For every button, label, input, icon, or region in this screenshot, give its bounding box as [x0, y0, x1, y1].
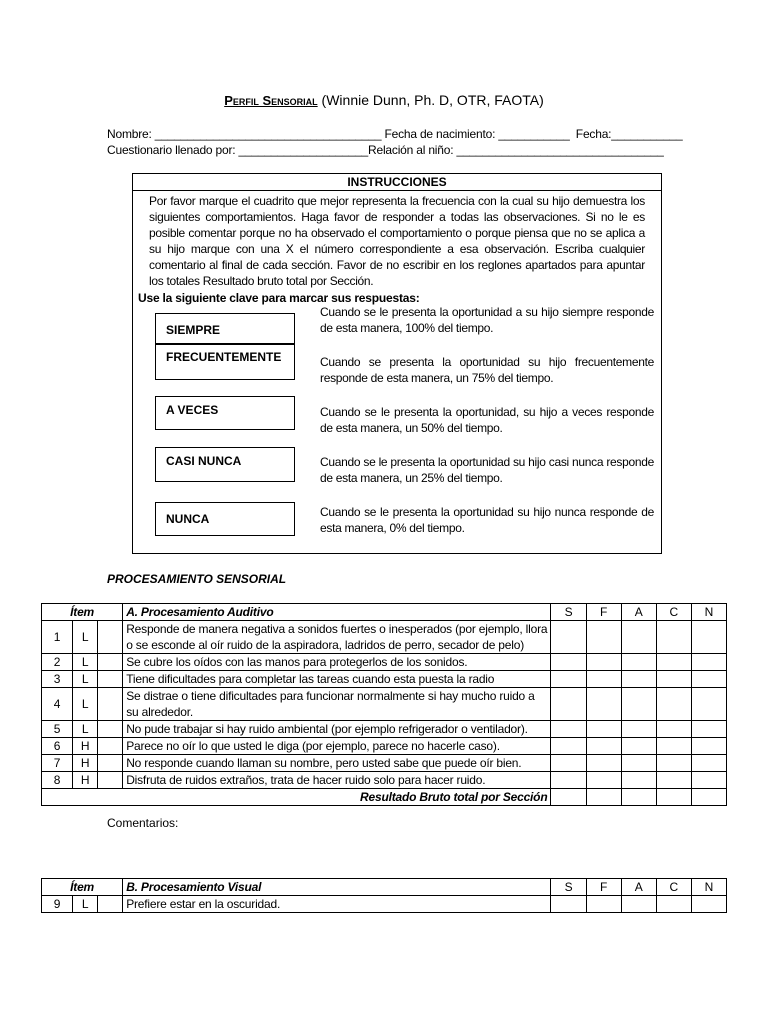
answer-cell-a[interactable]: [621, 654, 656, 671]
answer-cell-s[interactable]: [551, 721, 586, 738]
item-mark-cell[interactable]: [98, 688, 123, 721]
answer-cell-a[interactable]: [621, 688, 656, 721]
answer-header-n: N: [691, 604, 726, 621]
item-type: L: [73, 654, 98, 671]
answer-cell-a[interactable]: [621, 896, 656, 913]
answer-cell-s[interactable]: [551, 621, 586, 654]
answer-cell-c[interactable]: [656, 621, 691, 654]
item-mark-cell[interactable]: [98, 654, 123, 671]
answer-cell-f[interactable]: [586, 755, 621, 772]
instructions-box: [132, 173, 662, 554]
table-row: [42, 738, 727, 755]
answer-cell-c[interactable]: [656, 688, 691, 721]
total-row: [42, 789, 727, 806]
item-number: 9: [42, 896, 73, 913]
answer-header-c: C: [656, 879, 691, 896]
instructions-heading: INSTRUCCIONES: [133, 174, 661, 191]
answer-cell-c[interactable]: [656, 671, 691, 688]
comments-label: Comentarios:: [107, 816, 179, 830]
key-siempre-desc: Cuando se le presenta la oportunidad a su hijo siempre responde de esta manera, 100% del tiempo.: [320, 305, 654, 335]
answer-header-s: S: [551, 879, 586, 896]
table-row: [42, 755, 727, 772]
table-row: [42, 772, 727, 789]
item-type: L: [73, 721, 98, 738]
answer-cell-c[interactable]: [656, 654, 691, 671]
answer-cell-n[interactable]: [691, 896, 726, 913]
answer-header-f: F: [586, 604, 621, 621]
key-frecuentemente-desc: Cuando se presenta la oportunidad su hijo frecuentemente responde de esta manera, un 75% del tiempo.: [320, 355, 654, 385]
key-a-veces-desc: Cuando se le presenta la oportunidad, su hijo a veces responde de esta manera, un 50% del tiempo.: [320, 405, 654, 435]
item-type: L: [73, 688, 98, 721]
answer-cell-s[interactable]: [551, 772, 586, 789]
answer-cell-s[interactable]: [551, 896, 586, 913]
name-dob-date-line[interactable]: Nombre: ___________________________________ Fecha de nacimiento: ___________ Fecha:___________: [107, 127, 683, 141]
table-header-row: [42, 604, 727, 621]
answer-cell-f[interactable]: [586, 738, 621, 755]
item-description: Parece no oír lo que usted le diga (por ejemplo, parece no hacerle caso).: [123, 738, 551, 755]
answer-cell-n[interactable]: [691, 671, 726, 688]
answer-cell-s[interactable]: [551, 755, 586, 772]
item-description: No pude trabajar si hay ruido ambiental (por ejemplo refrigerador o ventilador).: [123, 721, 551, 738]
section-header-auditory: A. Procesamiento Auditivo: [123, 604, 551, 621]
title-main: Perfil Sensorial: [224, 93, 318, 108]
title-sub: (Winnie Dunn, Ph. D, OTR, FAOTA): [321, 92, 544, 108]
answer-cell-c[interactable]: [656, 755, 691, 772]
filled-by-relation-line[interactable]: Cuestionario llenado por: ____________________Relación al niño: ________________________________: [107, 143, 664, 157]
answer-cell-c[interactable]: [656, 772, 691, 789]
table-auditory: [41, 603, 727, 806]
answer-header-n: N: [691, 879, 726, 896]
answer-cell-f[interactable]: [586, 688, 621, 721]
item-type: H: [73, 738, 98, 755]
item-mark-cell[interactable]: [98, 772, 123, 789]
item-header: Ítem: [42, 604, 123, 621]
item-number: 5: [42, 721, 73, 738]
item-mark-cell[interactable]: [98, 721, 123, 738]
answer-cell-n[interactable]: [691, 738, 726, 755]
answer-cell-f[interactable]: [586, 621, 621, 654]
item-description: Se cubre los oídos con las manos para protegerlos de los sonidos.: [123, 654, 551, 671]
key-frecuentemente: FRECUENTEMENTE: [155, 343, 295, 380]
section-title: PROCESAMIENTO SENSORIAL: [107, 572, 287, 586]
key-intro: Use la siguiente clave para marcar sus respuestas:: [138, 291, 420, 305]
table-row: [42, 896, 727, 913]
item-description: Se distrae o tiene dificultades para funcionar normalmente si hay mucho ruido a su alrededor.: [123, 688, 551, 721]
answer-cell-n[interactable]: [691, 688, 726, 721]
item-number: 8: [42, 772, 73, 789]
answer-cell-s[interactable]: [551, 654, 586, 671]
total-cell-s: [551, 789, 586, 806]
answer-header-f: F: [586, 879, 621, 896]
answer-cell-c[interactable]: [656, 738, 691, 755]
item-number: 1: [42, 621, 73, 654]
answer-header-s: S: [551, 604, 586, 621]
table-header-row: [42, 879, 727, 896]
answer-cell-c[interactable]: [656, 721, 691, 738]
item-description: No responde cuando llaman su nombre, pero usted sabe que puede oír bien.: [123, 755, 551, 772]
item-type: L: [73, 621, 98, 654]
answer-cell-s[interactable]: [551, 738, 586, 755]
answer-cell-a[interactable]: [621, 671, 656, 688]
item-mark-cell[interactable]: [98, 738, 123, 755]
key-casi-nunca: CASI NUNCA: [155, 447, 295, 482]
total-cell-n: [691, 789, 726, 806]
table-row: [42, 671, 727, 688]
item-description: Responde de manera negativa a sonidos fuertes o inesperados (por ejemplo, llora o se esconde al oír ruido de la aspiradora, ladridos de perro, secador de pelo): [123, 621, 551, 654]
total-cell-f: [586, 789, 621, 806]
table-row: [42, 621, 727, 654]
answer-cell-c[interactable]: [656, 896, 691, 913]
answer-cell-a[interactable]: [621, 621, 656, 654]
item-header: Ítem: [42, 879, 123, 896]
answer-cell-a[interactable]: [621, 755, 656, 772]
key-siempre: SIEMPRE: [155, 313, 295, 345]
item-number: 3: [42, 671, 73, 688]
answer-cell-a[interactable]: [621, 738, 656, 755]
answer-cell-n[interactable]: [691, 621, 726, 654]
answer-cell-f[interactable]: [586, 772, 621, 789]
total-cell-c: [656, 789, 691, 806]
answer-cell-n[interactable]: [691, 721, 726, 738]
key-a-veces: A VECES: [155, 396, 295, 430]
item-type: H: [73, 772, 98, 789]
total-label: Resultado Bruto total por Sección: [42, 789, 551, 806]
item-number: 7: [42, 755, 73, 772]
item-number: 4: [42, 688, 73, 721]
instructions-body: Por favor marque el cuadrito que mejor representa la frecuencia con la cual su hijo demuestra los siguientes comportamientos. Haga favor de responder a todas las observaciones. Si no le es posible comentar porque no ha observado el comportamiento o porque piensa que no se aplica a su hijo marque con una X el número correspondiente a esa observación. Escriba cualquier comentario al final de cada sección. Favor de no escribir en los reglones apartados para apuntar los totales Resultado bruto total por Sección.: [149, 194, 645, 288]
answer-cell-s[interactable]: [551, 671, 586, 688]
key-nunca: NUNCA: [155, 502, 295, 536]
item-number: 2: [42, 654, 73, 671]
answer-cell-n[interactable]: [691, 654, 726, 671]
item-description: Tiene dificultades para completar las tareas cuando esta puesta la radio: [123, 671, 551, 688]
answer-cell-f[interactable]: [586, 896, 621, 913]
item-description: Prefiere estar en la oscuridad.: [123, 896, 551, 913]
item-mark-cell[interactable]: [98, 671, 123, 688]
item-description: Disfruta de ruidos extraños, trata de hacer ruido solo para hacer ruido.: [123, 772, 551, 789]
page-title: [0, 92, 768, 108]
table-visual: [41, 878, 727, 913]
item-type: L: [73, 671, 98, 688]
key-casi-nunca-desc: Cuando se le presenta la oportunidad su hijo casi nunca responde de esta manera, un 25% del tiempo.: [320, 455, 654, 485]
answer-header-a: A: [621, 879, 656, 896]
item-mark-cell[interactable]: [98, 755, 123, 772]
answer-cell-f[interactable]: [586, 654, 621, 671]
answer-header-c: C: [656, 604, 691, 621]
answer-cell-n[interactable]: [691, 755, 726, 772]
key-nunca-desc: Cuando se le presenta la oportunidad su hijo nunca responde de esta manera, 0% del tiempo.: [320, 505, 654, 535]
answer-cell-a[interactable]: [621, 721, 656, 738]
answer-cell-f[interactable]: [586, 721, 621, 738]
table-row: [42, 654, 727, 671]
answer-header-a: A: [621, 604, 656, 621]
answer-cell-s[interactable]: [551, 688, 586, 721]
item-mark-cell[interactable]: [98, 621, 123, 654]
section-header-visual: B. Procesamiento Visual: [123, 879, 551, 896]
item-type: L: [73, 896, 98, 913]
table-row: [42, 688, 727, 721]
table-row: [42, 721, 727, 738]
item-mark-cell[interactable]: [98, 896, 123, 913]
total-cell-a: [621, 789, 656, 806]
answer-cell-f[interactable]: [586, 671, 621, 688]
item-type: H: [73, 755, 98, 772]
answer-cell-n[interactable]: [691, 772, 726, 789]
answer-cell-a[interactable]: [621, 772, 656, 789]
item-number: 6: [42, 738, 73, 755]
